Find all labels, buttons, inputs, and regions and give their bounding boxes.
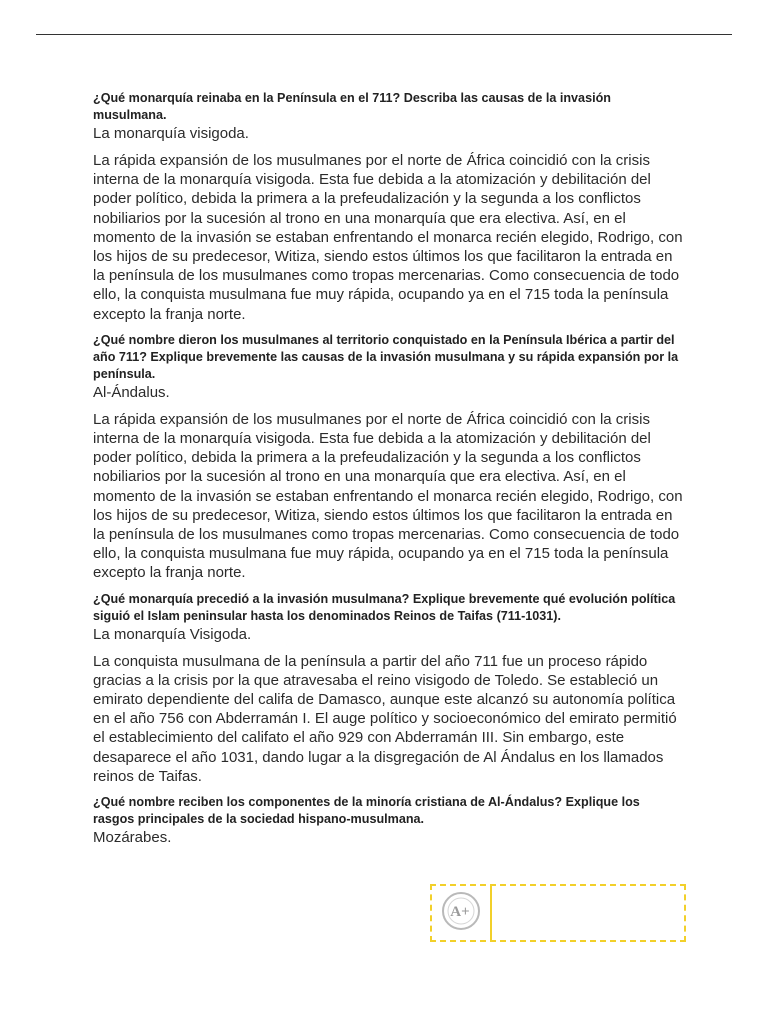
question-3: ¿Qué monarquía precedió a la invasión musulmana? Explique brevemente qué evolución política siguió el Islam peninsular hasta los denominados Reinos de Taifas (711-1031). xyxy=(93,591,676,623)
question-4: ¿Qué nombre reciben los componentes de la minoría cristiana de Al-Ándalus? Explique los rasgos principales de la sociedad hispano-musulmana. xyxy=(93,795,640,827)
top-rule xyxy=(36,34,732,35)
answer-4: Mozárabes. xyxy=(93,829,172,847)
question-1: ¿Qué monarquía reinaba en la Península en el 711? Describa las causas de la invasión musulmana. xyxy=(93,91,611,122)
seal-text: A+ xyxy=(450,904,470,920)
qa-block-4 xyxy=(93,794,683,847)
stamp-frame xyxy=(490,886,684,940)
a-plus-seal-icon xyxy=(440,890,482,932)
answer-1: La monarquía visigoda. xyxy=(93,125,249,142)
a-plus-stamp xyxy=(430,884,686,942)
question-2: ¿Qué nombre dieron los musulmanes al territorio conquistado en la Península Ibérica a partir del año 711? Explique brevemente las causas de la invasión musulmana y su rápida expansión por la península. xyxy=(93,332,679,381)
qa-block-3 xyxy=(93,591,683,786)
qa-block-1 xyxy=(93,90,683,324)
qa-block-2 xyxy=(93,332,683,583)
document-body xyxy=(93,90,683,855)
answer-2: Al-Ándalus. xyxy=(93,383,170,401)
paragraph-3: La conquista musulmana de la península a partir del año 711 fue un proceso rápido gracias a la crisis por la que atravesaba el reino visigodo de Toledo. Se estableció un emirato dependiente del califa de Damasco, aunque este alcanzó su autonomía política en el año 756 con Abderramán I. El auge político y socioeconómico del emirato permitió el establecimiento del califato el año 929 con Abderramán III. Sin embargo, este desaparece el año 1031, dando lugar a la disgregación de Al Ándalus en los llamados reinos de Taifas. xyxy=(93,652,677,785)
answer-3: La monarquía Visigoda. xyxy=(93,625,252,643)
paragraph-1: La rápida expansión de los musulmanes por el norte de África coincidió con la crisis interna de la monarquía visigoda. Esta fue debida a la atomización y debilitación del poder político, debida la primera a la prefeudalización y la segunda a los conflictos nobiliarios por la sucesión al trono en una monarquía que era electiva. Así, en el momento de la invasión se estaban enfrentando el monarca recién elegido, Rodrigo, con los hijos de su predecesor, Witiza, siendo estos últimos los que facilitaron la entrada en la península de los musulmanes como tropas mercenarias. Como consecuencia de todo ello, la conquista musulmana fue muy rápida, ocupando ya en el 715 toda la península excepto la franja norte. xyxy=(93,152,683,323)
paragraph-2: La rápida expansión de los musulmanes por el norte de África coincidió con la crisis interna de la monarquía visigoda. Esta fue debida a la atomización y debilitación del poder político, debida la primera a la prefeudalización y la segunda a los conflictos nobiliarios por la sucesión al trono en una monarquía que era electiva. Así, en el momento de la invasión se estaban enfrentando el monarca recién elegido, Rodrigo, con los hijos de su predecesor, Witiza, siendo estos últimos los que facilitaron la entrada en la península de los musulmanes como tropas mercenarias. Como consecuencia de todo ello, la conquista musulmana fue muy rápida, ocupando ya en el 715 toda la península excepto la franja norte. xyxy=(93,410,683,582)
